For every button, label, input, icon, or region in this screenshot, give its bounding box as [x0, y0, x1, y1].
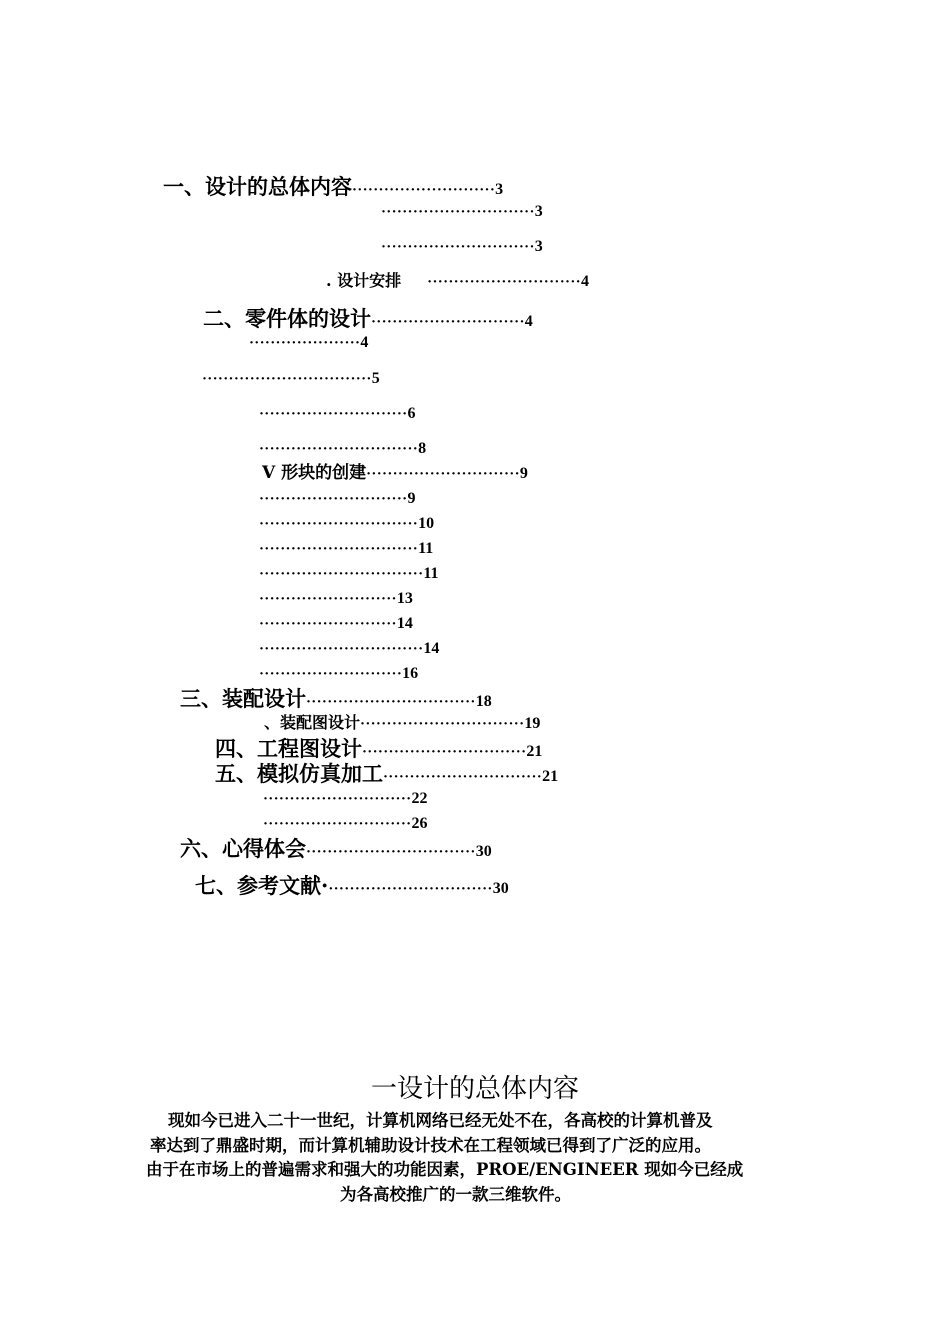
- toc-leader-dots: ·····························: [381, 204, 535, 220]
- toc-page-number: 18: [475, 693, 492, 710]
- toc-entry[interactable]: [381, 203, 543, 220]
- toc-leader-dots: ····························: [263, 791, 412, 807]
- toc-leader-dots: ······························: [259, 441, 419, 457]
- toc-entry[interactable]: [259, 440, 426, 457]
- paragraph-line: 为各高校推广的一款三维软件。: [340, 1185, 571, 1204]
- toc-leader-dots: ·····························: [366, 466, 520, 482]
- toc-entry[interactable]: [215, 738, 542, 760]
- toc-leader-dots: ······························: [383, 769, 543, 785]
- toc-entry[interactable]: [259, 515, 434, 532]
- toc-entry-title: 五、模拟仿真加工: [215, 761, 383, 786]
- toc-leader-dots: ··························: [259, 591, 397, 607]
- toc-entry[interactable]: [264, 715, 540, 732]
- toc-entry-title: 四、工程图设计: [215, 736, 362, 761]
- toc-page-number: 8: [418, 440, 427, 457]
- toc-page-number: 6: [407, 405, 416, 422]
- toc-page-number: 26: [411, 815, 428, 832]
- toc-leader-dots: ··························: [259, 616, 397, 632]
- toc-leader-dots: ····························: [263, 816, 412, 832]
- paragraph-line: 现如今已进入二十一世纪，计算机网络已经无处不在，各高校的计算机普及: [168, 1111, 713, 1130]
- toc-page-number: 4: [580, 273, 589, 290]
- toc-leader-dots: ································: [306, 694, 476, 710]
- toc-entry[interactable]: [259, 490, 415, 507]
- toc-entry[interactable]: [259, 565, 439, 582]
- toc-entry[interactable]: [203, 308, 533, 330]
- toc-page-number: 3: [534, 238, 543, 255]
- toc-entry-title: 七、参考文献·: [195, 873, 329, 898]
- toc-entry[interactable]: [259, 405, 415, 422]
- toc-page-number: 9: [407, 490, 416, 507]
- toc-leader-dots: ······························: [259, 541, 419, 557]
- toc-page-number: 11: [418, 540, 434, 557]
- toc-page-number: 3: [495, 181, 504, 198]
- toc-entry[interactable]: [195, 875, 509, 897]
- toc-page-number: 5: [371, 370, 380, 387]
- paragraph-line: 由于在市场上的普遍需求和强大的功能因素，PROE/ENGINEER 现如今已经成: [146, 1160, 744, 1179]
- toc-page-number: 11: [423, 565, 439, 582]
- toc-entry[interactable]: [180, 688, 492, 710]
- toc-page-number: 19: [524, 715, 541, 732]
- toc-entry-title: . 设计安排: [326, 271, 402, 290]
- toc-entry[interactable]: [262, 465, 528, 482]
- paragraph-line: 率达到了鼎盛时期，而计算机辅助设计技术在工程领域已得到了广泛的应用。: [150, 1136, 711, 1155]
- toc-leader-dots: ·······························: [328, 881, 493, 897]
- toc-entry-title: 六、心得体会: [180, 836, 306, 861]
- toc-page-number: 3: [534, 203, 543, 220]
- toc-page-number: 14: [423, 640, 440, 657]
- toc-leader-dots: ····························: [259, 491, 408, 507]
- toc-page-number: 30: [475, 843, 492, 860]
- toc-leader-dots: ·······························: [259, 566, 424, 582]
- toc-entry[interactable]: [215, 763, 558, 785]
- toc-leader-dots: ································: [306, 844, 476, 860]
- toc-page-number: 4: [360, 334, 369, 351]
- toc-page-number: 9: [519, 465, 528, 482]
- toc-leader-dots: ································: [202, 371, 372, 387]
- toc-entry[interactable]: [259, 640, 439, 657]
- toc-leader-dots: ·······························: [259, 641, 424, 657]
- toc-page-number: 16: [402, 665, 419, 682]
- toc-page-number: 21: [526, 743, 543, 760]
- toc-entry[interactable]: [259, 615, 413, 632]
- toc-page-number: 30: [492, 880, 509, 897]
- toc-entry[interactable]: [163, 176, 503, 198]
- toc-entry[interactable]: [263, 790, 427, 807]
- toc-leader-dots: ·····························: [427, 274, 581, 290]
- section-heading: 一设计的总体内容: [370, 1074, 579, 1104]
- toc-leader-dots: ·····················: [249, 335, 361, 351]
- toc-entry[interactable]: [249, 334, 368, 351]
- toc-leader-dots: ·······························: [362, 744, 527, 760]
- toc-entry-title: 一、设计的总体内容: [163, 174, 352, 199]
- toc-leader-dots: ······························: [259, 516, 419, 532]
- toc-entry[interactable]: [259, 665, 418, 682]
- toc-entry[interactable]: [259, 540, 433, 557]
- toc-entry-title: V 形块的创建: [262, 463, 367, 483]
- toc-entry[interactable]: [381, 238, 543, 255]
- toc-leader-dots: ···························: [259, 666, 403, 682]
- toc-entry[interactable]: [263, 815, 427, 832]
- toc-leader-dots: ·····························: [371, 314, 525, 330]
- toc-entry[interactable]: [259, 590, 413, 607]
- toc-page-number: 4: [524, 313, 533, 330]
- toc-entry-title: 三、装配设计: [180, 686, 306, 711]
- toc-page-number: 22: [411, 790, 428, 807]
- toc-entry-title: 、装配图设计: [264, 713, 361, 732]
- toc-page-number: 10: [418, 515, 435, 532]
- toc-page-number: 14: [396, 615, 413, 632]
- toc-entry-title: 二、零件体的设计: [203, 306, 371, 331]
- toc-entry[interactable]: [202, 370, 380, 387]
- toc-page-number: 13: [396, 590, 413, 607]
- toc-entry[interactable]: [326, 273, 589, 290]
- toc-leader-dots: ·······························: [360, 716, 525, 732]
- toc-leader-dots: ···························: [352, 182, 496, 198]
- toc-leader-dots: ····························: [259, 406, 408, 422]
- toc-page-number: 21: [542, 768, 559, 785]
- toc-leader-dots: ·····························: [381, 239, 535, 255]
- toc-entry[interactable]: [180, 838, 492, 860]
